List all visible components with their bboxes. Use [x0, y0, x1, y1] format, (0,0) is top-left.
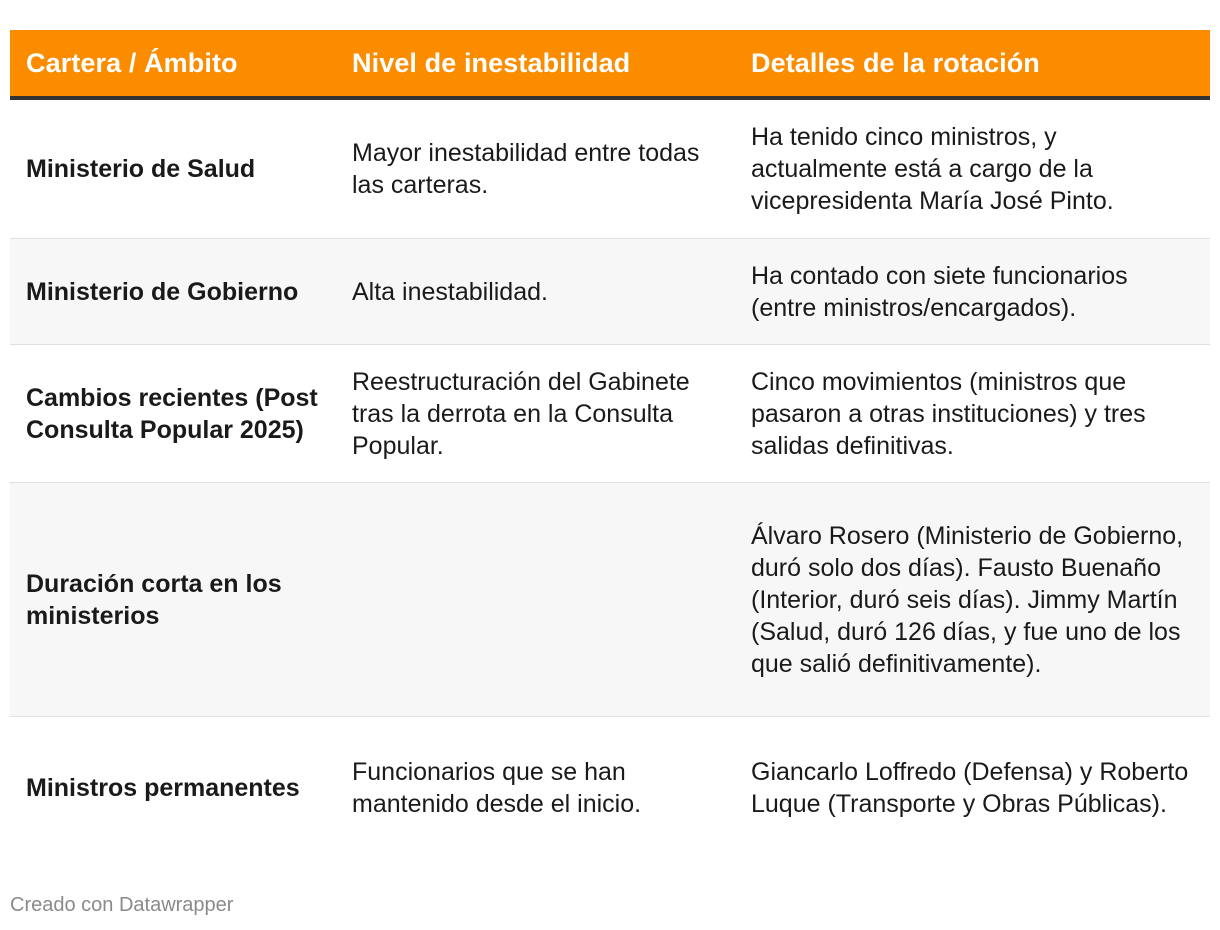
- table-body: [10, 98, 1210, 859]
- cell-cartera: Ministerio de Gobierno: [10, 239, 336, 345]
- cell-cartera: Ministerio de Salud: [10, 98, 336, 239]
- column-header-detalles[interactable]: Detalles de la rotación: [735, 30, 1210, 98]
- cell-detalles: Álvaro Rosero (Ministerio de Gobierno, duró solo dos días). Fausto Buenaño (Interior, duró seis días). Jimmy Martín (Salud, duró 126 días, y fue uno de los que salió definitivamente).: [735, 483, 1210, 717]
- table-row: [10, 483, 1210, 717]
- cell-nivel: Alta inestabilidad.: [336, 239, 735, 345]
- cell-cartera: Duración corta en los ministerios: [10, 483, 336, 717]
- cell-nivel: Reestructuración del Gabinete tras la derrota en la Consulta Popular.: [336, 345, 735, 483]
- table-row: [10, 239, 1210, 345]
- footer-credit: Creado con Datawrapper: [10, 894, 234, 916]
- column-header-cartera[interactable]: Cartera / Ámbito: [10, 30, 336, 98]
- cell-detalles: Cinco movimientos (ministros que pasaron a otras instituciones) y tres salidas definitivas.: [735, 345, 1210, 483]
- cell-nivel: Funcionarios que se han mantenido desde el inicio.: [336, 717, 735, 860]
- data-table-container: [10, 30, 1210, 859]
- table-row: [10, 345, 1210, 483]
- cell-cartera: Cambios recientes (Post Consulta Popular 2025): [10, 345, 336, 483]
- column-header-nivel[interactable]: Nivel de inestabilidad: [336, 30, 735, 98]
- cell-nivel: [336, 483, 735, 717]
- cell-cartera: Ministros permanentes: [10, 717, 336, 860]
- data-table: [10, 30, 1210, 859]
- table-header: [10, 30, 1210, 98]
- table-row: [10, 98, 1210, 239]
- cell-detalles: Ha tenido cinco ministros, y actualmente está a cargo de la vicepresidenta María José Pinto.: [735, 98, 1210, 239]
- header-row: [10, 30, 1210, 98]
- cell-nivel: Mayor inestabilidad entre todas las carteras.: [336, 98, 735, 239]
- cell-detalles: Ha contado con siete funcionarios (entre ministros/encargados).: [735, 239, 1210, 345]
- table-row: [10, 717, 1210, 860]
- cell-detalles: Giancarlo Loffredo (Defensa) y Roberto Luque (Transporte y Obras Públicas).: [735, 717, 1210, 860]
